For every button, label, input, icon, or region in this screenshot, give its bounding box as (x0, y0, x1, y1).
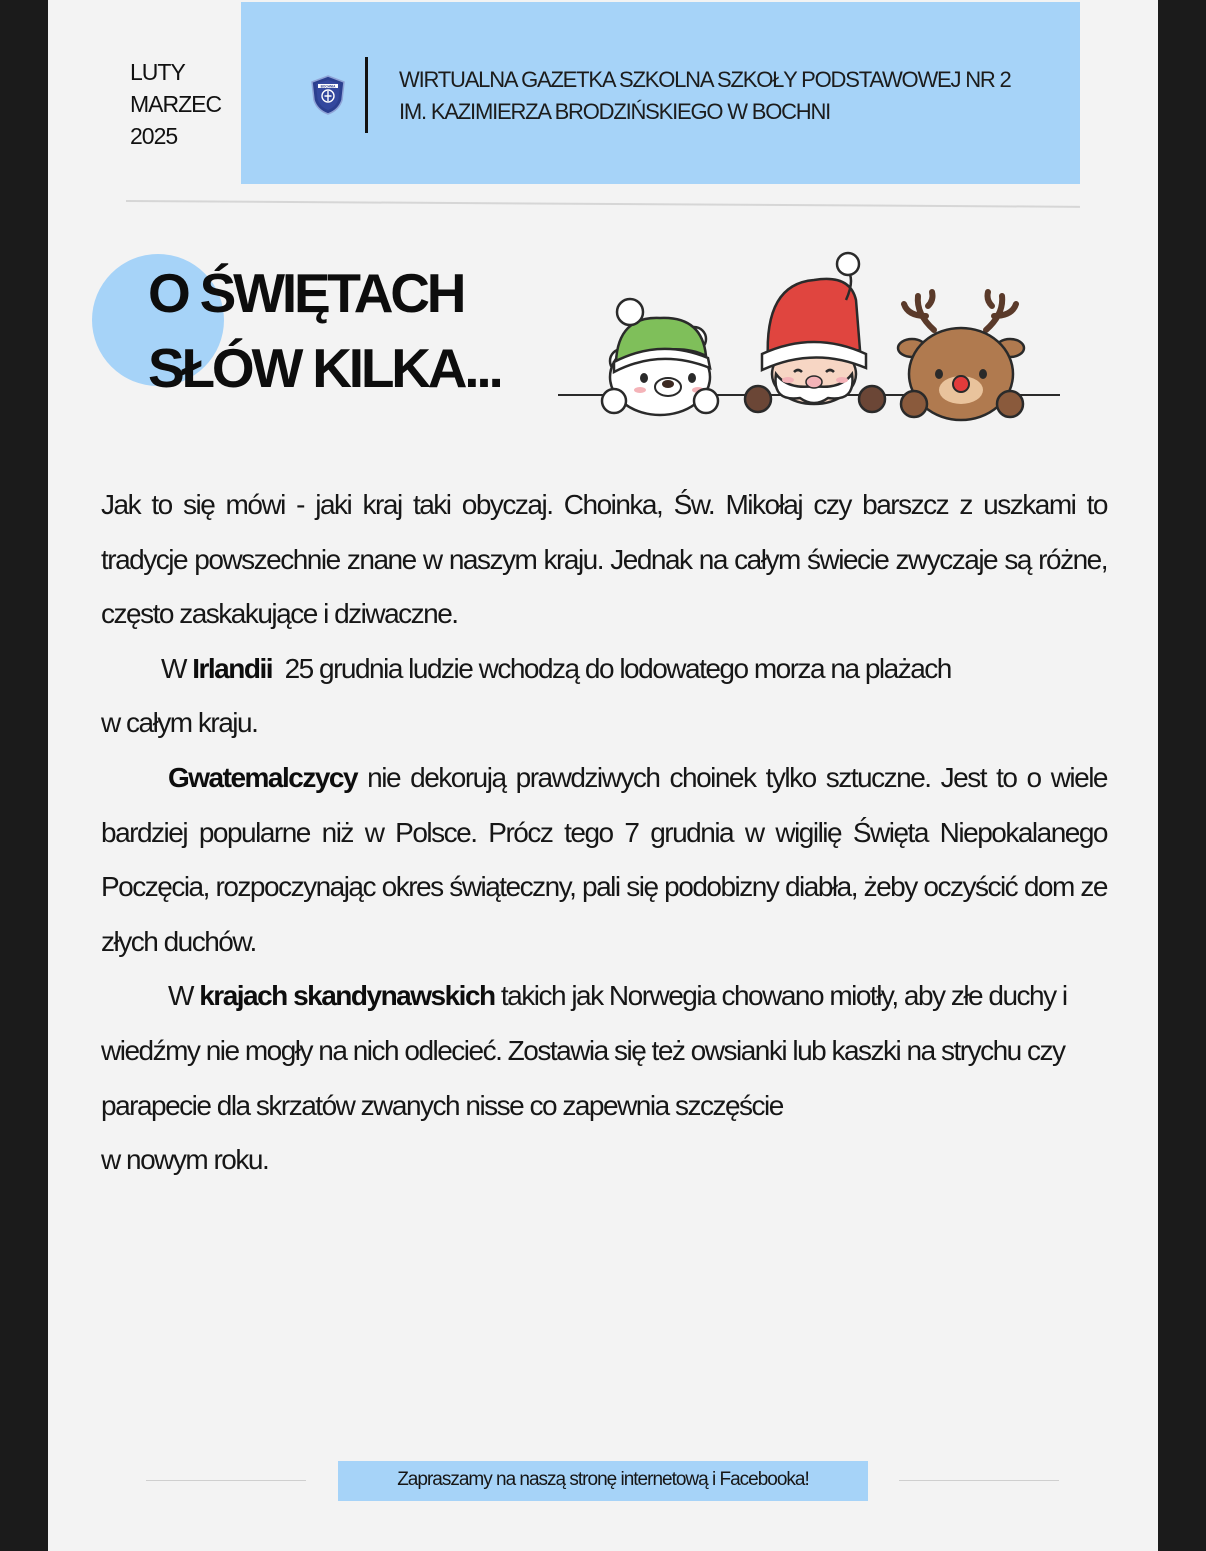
school-crest-label: BOCHNIA (320, 84, 336, 89)
issue-date (130, 56, 221, 152)
issue-date-month-1: LUTY (130, 59, 185, 85)
article-ireland-text: 25 grudnia ludzie wchodzą do lodowatego morza na plażach (272, 652, 951, 684)
article-guatemala-country: Gwatemalczycy (168, 761, 358, 793)
christmas-characters-illustration (556, 244, 1064, 424)
article-ireland-country: Irlandii (192, 652, 273, 684)
article-guatemala-text: nie dekorują prawdziwych choinek tylko sztuczne. Jest to o wiele bardziej popularne niż w Polsce. Prócz tego 7 grudnia w wigilię Święta Niepokalanego Poczęcia, rozpoczynając okres świąteczny, pali się podobizny diabła, żeby oczyścić dom ze złych duchów. (101, 761, 1107, 957)
article-ireland-text-2: w całym kraju. (101, 707, 258, 739)
article-guatemala (101, 751, 1107, 969)
article-body (101, 478, 1107, 1188)
article-scandinavia-text-last: w nowym roku. (101, 1144, 269, 1176)
publication-title-line-1: WIRTUALNA GAZETKA SZKOLNA SZKOŁY PODSTAWOWEJ NR 2 (399, 67, 1011, 92)
article-title-line-2: SŁÓW KILKA... (148, 337, 501, 399)
header-divider (365, 57, 368, 133)
article-ireland-prefix: W (161, 652, 193, 684)
issue-date-month-2: MARZEC (130, 91, 222, 117)
footer-banner: Zapraszamy na naszą stronę internetową i Facebooka! (338, 1461, 868, 1501)
header-separator (126, 200, 1080, 208)
reindeer-icon (898, 292, 1024, 420)
article-scandinavia-line-last (101, 1133, 1107, 1188)
article-scandinavia-prefix: W (168, 980, 200, 1012)
article-intro-text: Jak to się mówi - jaki kraj taki obyczaj. Choinka, Św. Mikołaj czy barszcz z uszkami to tradycje powszechnie znane w naszym kraju. Jednak na całym świecie zwyczaje są różne, często zaskakujące i dziwaczne. (101, 489, 1107, 630)
footer-rule-left (146, 1480, 306, 1481)
santa-claus-icon (745, 253, 885, 412)
polar-bear-icon (602, 299, 718, 415)
publication-title-line-2: IM. KAZIMIERZA BRODZIŃSKIEGO W BOCHNI (399, 99, 831, 124)
article-scandinavia-text: takich jak Norwegia chowano miotły, aby złe duchy i wiedźmy nie mogły na nich odlecieć. Zostawia się też owsianki lub kaszki na strychu czy parapecie dla skrzatów zwanych nisse co zapewnia szczęście (101, 980, 1067, 1121)
article-scandinavia (101, 969, 1107, 1133)
article-ireland (101, 642, 1107, 697)
school-crest-icon (309, 74, 347, 116)
issue-date-year: 2025 (130, 123, 178, 149)
publication-title (399, 64, 1059, 128)
newsletter-page (48, 0, 1158, 1551)
article-intro (101, 478, 1107, 642)
article-title-line-1: O ŚWIĘTACH (148, 262, 464, 324)
header-banner (241, 2, 1080, 184)
article-scandinavia-region: krajach skandynawskich (199, 980, 495, 1012)
footer-rule-right (899, 1480, 1059, 1481)
article-title (148, 256, 568, 406)
article-ireland-line-2 (101, 696, 1107, 751)
